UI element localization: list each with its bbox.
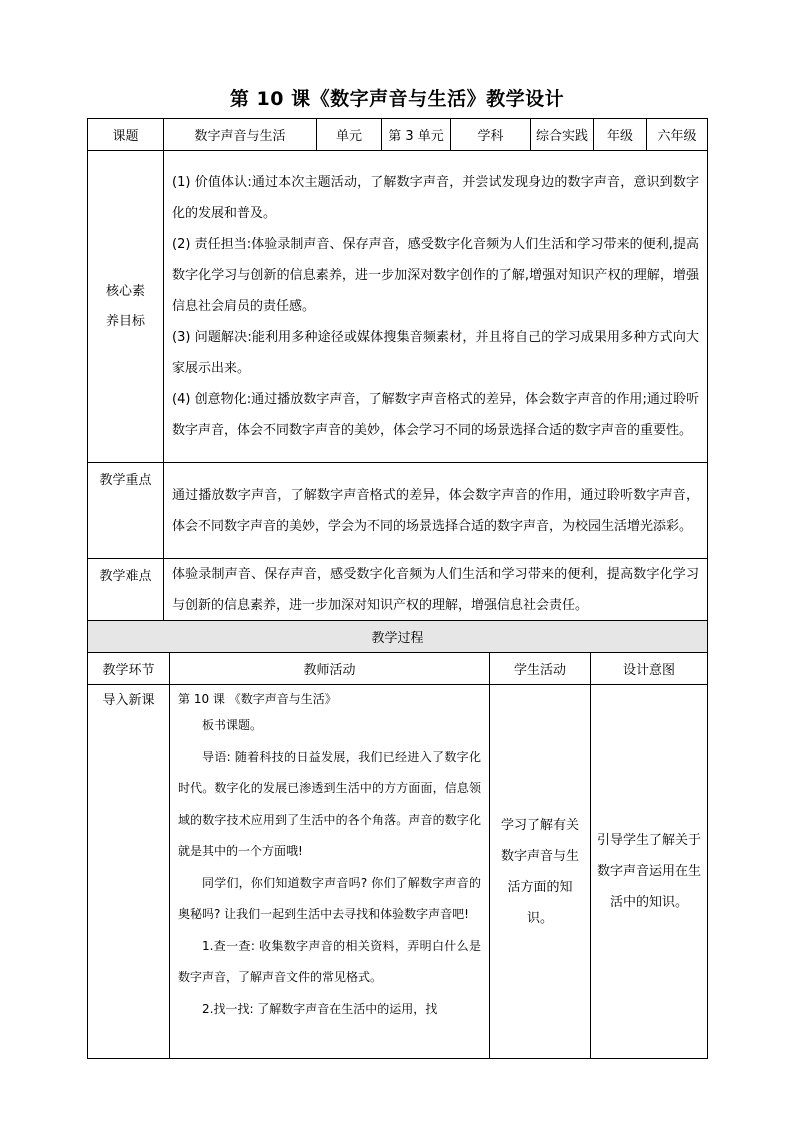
column-student: 学生活动 [490,653,591,685]
topic-value: 数字声音与生活 [164,119,317,151]
teacher-paragraph: 2.找一找: 了解数字声音在生活中的运用，找 [202,1001,438,1016]
teacher-paragraph: 同学们，你们知道数字声音吗? 你们了解数字声音的奥秘吗? 让我们一起到生活中去寻找和体验数字声音吧! [178,875,481,921]
grade-label: 年级 [594,119,647,151]
key-point-row [88,463,708,559]
difficulty-label: 教学难点 [88,559,164,622]
process-intro-row [88,685,708,1059]
info-row [88,119,708,151]
process-columns-row [88,653,708,685]
key-point-label: 教学重点 [88,463,164,559]
column-stage: 教学环节 [88,653,170,685]
grade-value: 六年级 [647,119,708,151]
core-goals-label-line2: 养目标 [105,313,145,329]
unit-label: 单元 [317,119,382,151]
unit-value: 第 3 单元 [382,119,451,151]
lesson-heading: 第 10 课 《数字声音与生活》 [178,692,337,706]
design-intent: 引导学生了解关于数字声音运用在生活中的知识。 [591,685,708,1059]
document-title: 第 10 课《数字声音与生活》教学设计 [229,88,565,110]
difficulty-row [88,559,708,622]
stage-name: 导入新课 [88,685,170,1059]
key-point-content [164,463,708,559]
difficulty-text: 体验录制声音、保存声音，感受数字化音频为人们生活和学习带来的便利，提高数字化学习与创新的信息素养，进一步加深对知识产权的理解，增强信息社会责任。 [172,567,699,613]
teacher-activity [170,685,490,1059]
core-goals-content [164,151,708,463]
core-goals-label [88,151,164,463]
student-activity: 学习了解有关数字声音与生活方面的知识。 [490,685,591,1059]
core-goals-row [88,151,708,463]
core-goals-label-line1: 核心素 [105,283,145,299]
column-intent: 设计意图 [591,653,708,685]
process-header: 教学过程 [88,621,708,653]
lesson-info-table [87,118,708,622]
core-goal-item: (2) 责任担当:体验录制声音、保存声音，感受数字化音频为人们生活和学习带来的便利,提高数字化学习与创新的信息素养，进一步加深对数字创作的了解,增强对知识产权的理解，增强信息社会肩员的责任感。 [172,237,699,314]
topic-label: 课题 [88,119,164,151]
core-goal-item: (4) 创意物化:通过播放数字声音，了解数字声音格式的差异，体会数字声音的作用;通过聆听数字声音，体会不同数字声音的美妙，体会学习不同的场景选择合适的数字声音的重要性。 [172,392,699,438]
teaching-process-table [87,620,708,1059]
subject-label: 学科 [451,119,531,151]
difficulty-content [164,559,708,622]
core-goal-item: (1) 价值体认:通过本次主题活动，了解数字声音，并尝试发现身边的数字声音，意识到数字化的发展和普及。 [172,175,699,221]
column-teacher: 教师活动 [170,653,490,685]
teacher-paragraph: 1.查一查: 收集数字声音的相关资料，弄明白什么是数字声音，了解声音文件的常见格式。 [178,938,481,984]
teacher-paragraph: 板书课题。 [202,718,263,732]
subject-value: 综合实践 [531,119,594,151]
teacher-paragraph: 导语: 随着科技的日益发展，我们已经进入了数字化时代。数字化的发展已渗透到生活中的方方面面，信息领域的数字技术应用到了生活中的各个角落。声音的数字化就是其中的一个方面哦! [178,749,481,858]
process-header-row [88,621,708,653]
key-point-text: 通过播放数字声音，了解数字声音格式的差异，体会数字声音的作用，通过聆听数字声音，体会不同数字声音的美妙，学会为不同的场景选择合适的数字声音，为校园生活增光添彩。 [172,487,699,534]
core-goal-item: (3) 问题解决:能利用多种途径或媒体搜集音频素材，并且将自己的学习成果用多种方式向大家展示出来。 [172,330,699,376]
